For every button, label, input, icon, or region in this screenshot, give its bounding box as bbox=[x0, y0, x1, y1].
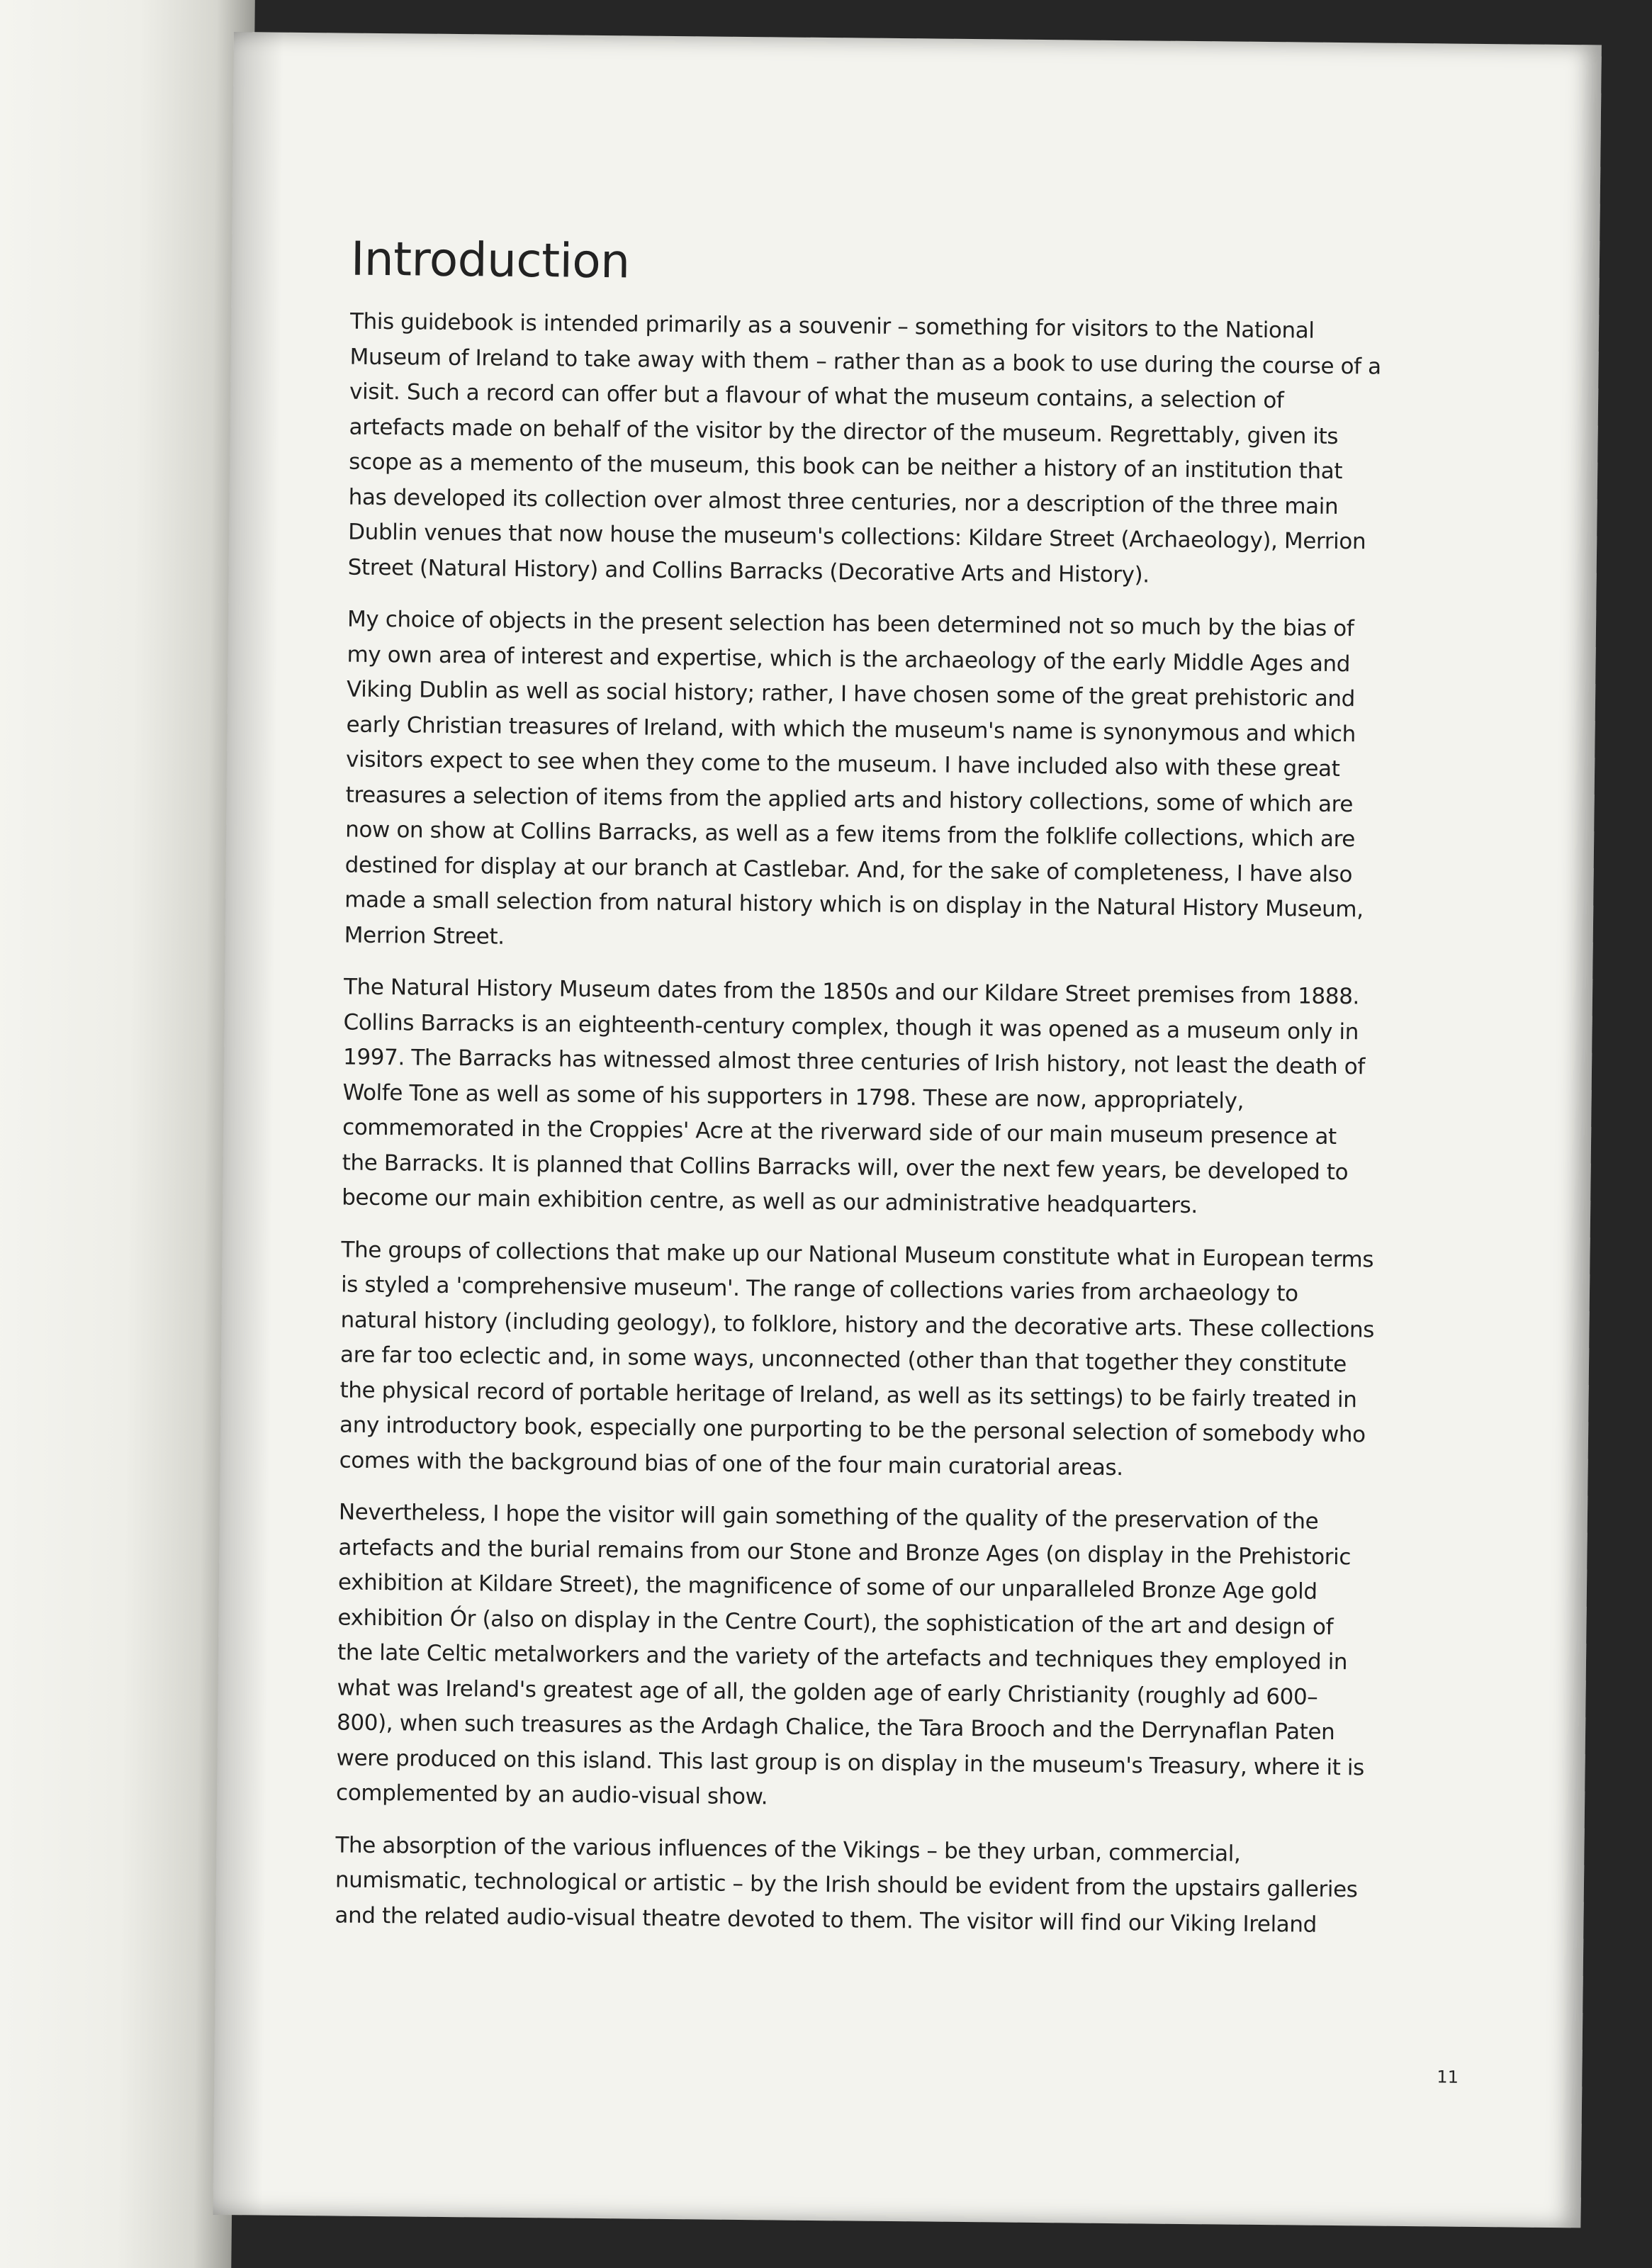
paragraph-6: The absorption of the various influences of the Vikings – be they urban, commercial, numismatic, technological or artistic – by the Irish should be evident from the upstairs galleries and the related audio-visual theatre devoted to them. The visitor will find our Viking Ireland bbox=[335, 1831, 1358, 1938]
book-page bbox=[213, 32, 1601, 2228]
paragraph-5: Nevertheless, I hope the visitor will gain something of the quality of the preservation of the artefacts and the burial remains from our Stone and Bronze Ages (on display in the Prehistoric exhibition at Kildare Street), the magnificence of some of our unparalleled Bronze Age gold exhibition Ór (also on display in the Centre Court), the sophistication of the art and design of the late Celtic metalworkers and the variety of the artefacts and techniques they employed in what was Ireland's greatest age of all, the golden age of early Christianity (roughly ad 600–800), when such treasures as the Ardagh Chalice, the Tara Brooch and the Derrynaflan Paten were produced on this island. This last group is on display in the museum's Treasury, where it is complemented by an audio-visual show. bbox=[335, 1499, 1365, 1810]
paragraph-1: This guidebook is intended primarily as a souvenir – something for visitors to the National Museum of Ireland to take away with them – rather than as a book to use during the course of a visit. Such a record can offer but a flavour of what the museum contains, a selection of artefacts made on behalf of the visitor by the director of the museum. Regrettably, given its scope as a memento of the museum, this book can be neither a history of an institution that has developed its collection over almost three centuries, nor a description of the three main Dublin venues that now house the museum's collections: Kildare Street (Archaeology), Merrion Street (Natural History) and Collins Barracks (Decorative Arts and History). bbox=[347, 308, 1381, 588]
page-title: Introduction bbox=[350, 231, 630, 289]
paragraph-2: My choice of objects in the present selection has been determined not so much by the bias of my own area of interest and expertise, which is the archaeology of the early Middle Ages and Viking Dublin as well as social history; rather, I have chosen some of the great prehistoric and early Christian treasures of Ireland, with which the museum's name is synonymous and which visitors expect to see when they come to the museum. I have included also with these great treasures a selection of items from the applied arts and history collections, some of which are now on show at Collins Barracks, as well as a few items from the folklife collections, which are destined for display at our branch at Castlebar. And, for the sake of completeness, I have also made a small selection from natural history which is on display in the Natural History Museum, Merrion Street. bbox=[344, 606, 1364, 950]
paragraph-4: The groups of collections that make up our National Museum constitute what in European terms is styled a 'comprehensive museum'. The range of collections varies from archaeology to natural history (including geology), to folklore, history and the decorative arts. These collections are far too eclectic and, in some ways, unconnected (other than that together they constitute the physical record of portable heritage of Ireland, as well as its settings) to be fairly treated in any introductory book, especially one purporting to be the personal selection of somebody who comes with the background bias of one of the four main curatorial areas. bbox=[339, 1237, 1375, 1481]
page-content bbox=[335, 232, 1386, 1960]
page-number: 11 bbox=[1437, 2067, 1459, 2087]
paragraph-3: The Natural History Museum dates from the 1850s and our Kildare Street premises from 1888. Collins Barracks is an eighteenth-century complex, though it was opened as a museum only in 1997. The Barracks has witnessed almost three centuries of Irish history, not least the death of Wolfe Tone as well as some of his supporters in 1798. These are now, appropriately, commemorated in the Croppies' Acre at the riverward side of our main museum presence at the Barracks. It is planned that Collins Barracks will, over the next few years, be developed to become our main exhibition centre, as well as our administrative headquarters. bbox=[342, 974, 1366, 1219]
